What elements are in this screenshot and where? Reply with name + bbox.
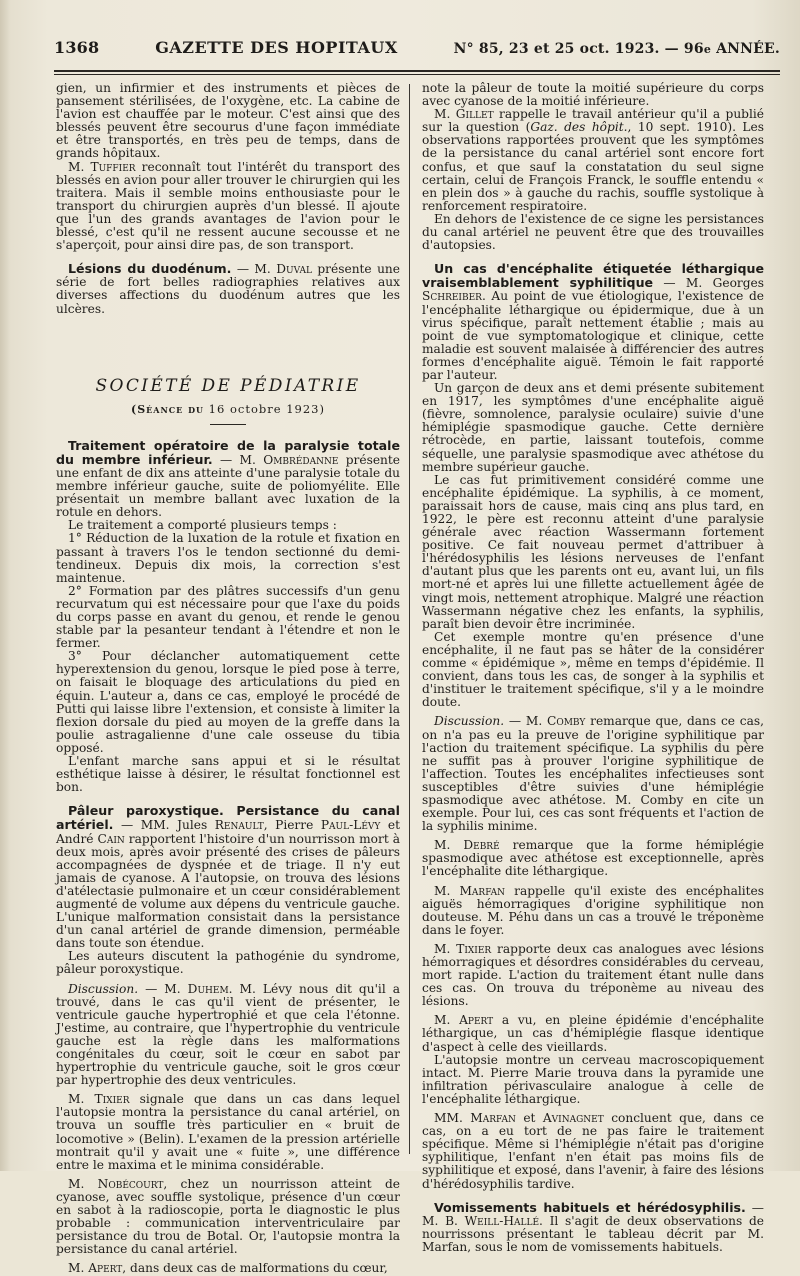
paragraph: M. Tuffier reconnaît tout l'intérêt du transport des blessés en avion pour aller trouver le chirurgien qui les traitera. Mais il semble moins enthousiaste pour le transport du chirurgien auprès d'un blessé. Il ajoute que l'un des grands avantages de l'avion pour le blessé, c'est qu'il ne ressent aucune secousse et ne s'aperçoit, pour ainsi dire pas, de son transport.: [56, 159, 400, 253]
journal-title: GAZETTE DES HOPITAUX: [155, 38, 398, 57]
discussion-paragraph: Discussion. — M. Comby remarque que, dans ce cas, on n'a pas eu la preuve de l'origine syphilitique par l'action du traitement spécifique. La syphilis du père ne suffit pas à prouver l'origine syphilitique de l'affection. Toutes les encéphalites infectieuses sont susceptibles d'être suivies d'une hémiplégie spasmodique avec athétose. M. Comby en cite un exemple. Pour lui, ces cas sont fréquents et l'action de la syphilis minime.: [422, 714, 764, 834]
page-edge-shadow: [0, 0, 10, 1171]
paragraph: 3° Pour déclancher automatiquement cette hyperextension du genou, lorsque le pied pose à terre, on faisait le bloquage des articulations du pied en équin. L'auteur a, dans ce cas, employé le procédé de Putti qui laisse libre l'extension, et consiste à limiter la flexion dorsale du pied au moyen de la greffe dans la poulie astragalienne d'une cale osseuse du tibia opposé.: [56, 649, 400, 755]
paragraph: M. Nobécourt, chez un nourrisson atteint de cyanose, avec souffle systolique, présence d'un cœur en sabot à la radioscopie, porta le diagnostic le plus probable : communication interventriculaire par persistance du trou de Botal. Or, l'autopsie montra la persistance du canal artériel.: [56, 1176, 400, 1257]
paragraph: M. Marfan rappelle qu'il existe des encéphalites aiguës hémorragiques d'origine syphilitique non douteuse. M. Péhu dans un cas a trouvé le tréponème dans le foyer.: [422, 883, 764, 937]
paragraph: Un garçon de deux ans et demi présente subitement en 1917, les symptômes d'une encéphalite aiguë (fièvre, somnolence, paralysie oculaire) suivie d'une hémiplégie spasmodique gauche. Cette dernière rétrocède, en partie, laissant toutefois, comme séquelle, une paralysie spasmodique avec athétose du membre supérieur gauche.: [422, 381, 764, 474]
session-date: (Séance du 16 octobre 1923): [131, 401, 325, 416]
paragraph: Le cas fut primitivement considéré comme une encéphalite épidémique. La syphilis, à ce moment, paraissait hors de cause, mais cinq ans plus tard, en 1922, le père est reconnu atteint d'une paralysie générale avec réaction Wassermann fortement positive. Ce fait nouveau permet d'attribuer à l'hérédosyphilis les lésions nerveuses de l'enfant d'autant plus que les parents ont eu, avant lui, un fils mort-né et après lui une fillette actuellement âgée de vingt mois, nettement atrophique. Malgré une réaction Wassermann négative chez les enfants, la syphilis, paraît bien devoir être incriminée.: [422, 472, 764, 631]
paragraph: gien, un infirmier et des instruments et pièces de pansement stérilisées, de l'oxygène, etc. La cabine de l'avion est chauffée par le moteur. C'est ainsi que des blessés peuvent être secourus d'une façon immédiate et être transportés, en très peu de temps, dans de grands hôpitaux.: [56, 81, 400, 161]
article-lesions-duodenum: Lésions du duodénum. — M. Duval présente une série de fort belles radiographies relatives aux diverses affections du duodénum autres que les ulcères.: [56, 261, 400, 316]
paragraph: Cet exemple montre qu'en présence d'une encéphalite, il ne faut pas se hâter de la considérer comme « épidémique », même en temps d'épidémie. Il convient, dans tous les cas, de songer à la syphilis et d'instituer le traitement spécifique, s'il y a le moindre doute.: [422, 629, 764, 710]
paragraph: note la pâleur de toute la moitié supérieure du corps avec cyanose de la moitié inférieure.: [422, 81, 764, 109]
issue-info: N° 85, 23 et 25 oct. 1923. — 96e ANNÉE.: [453, 41, 780, 57]
paragraph: M. Gillet rappelle le travail antérieur qu'il a publié sur la question (Gaz. des hôpit., 10 sept. 1910). Les observations rapportées prouvent que les symptômes de la persistance du canal artériel sont encore fort confus, et que sauf la constatation du seul signe certain, celui de François Franck, le souffle entendu « en plein dos » à gauche du rachis, souffle systolique à renforcement respiratoire.: [422, 107, 764, 213]
article-paralysie: Traitement opératoire de la paralysie totale du membre inférieur. — M. Ombrédanne présente une enfant de dix ans atteinte d'une paralysie totale du membre inférieur gauche, suite de poliomyélite. Elle présentait un membre ballant avec luxation de la rotule en dehors.: [56, 437, 401, 520]
paragraph: Le traitement a comporté plusieurs temps :: [68, 518, 337, 533]
right-column: [422, 82, 764, 1254]
paragraph: M. Tixier signale que dans un cas dans lequel l'autopsie montra la persistance du canal artériel, on trouva un souffle très particulier en « bruit de locomotive » (Belin). L'examen de la pression artérielle montrait qu'il y avait une « fuite », une différence entre le maxima et le minima considérable.: [56, 1092, 400, 1172]
header-rule-thick: [54, 70, 780, 72]
paragraph: L'autopsie montre un cerveau macroscopiquement intact. M. Pierre Marie trouva dans la pyramide une infiltration périvasculaire analogue à celle de l'encéphalite léthargique.: [422, 1052, 764, 1106]
column-divider: [409, 84, 410, 1154]
paragraph: M. Apert a vu, en pleine épidémie d'encéphalite léthargique, un cas d'hémiplégie flasque identique d'aspect à celle des vieillards.: [422, 1013, 764, 1054]
paragraph: En dehors de l'existence de ce signe les persistances du canal artériel ne peuvent être que des trouvailles d'autopsies.: [422, 211, 764, 253]
page-number: 1368: [54, 38, 100, 57]
paragraph: M. Debré remarque que la forme hémiplégie spasmodique avec athétose est exceptionnelle, après l'encéphalite dite léthargique.: [422, 838, 765, 879]
page-header: [54, 38, 780, 66]
paragraph: 2° Formation par des plâtres successifs d'un genu recurvatum qui est nécessaire pour que l'axe du poids du corps passe en avant du genou, et rende le genou stable par la pesanteur tendant à l'étendre et non le fermer.: [56, 583, 400, 651]
paragraph: M. Apert, dans deux cas de malformations du cœur,: [68, 1261, 388, 1276]
paragraph: L'enfant marche sans appui et si le résultat esthétique laisse à désirer, le résultat fonctionnel est bon.: [56, 754, 400, 795]
left-column: [56, 82, 400, 1276]
article-vomissements: Vomissements habituels et hérédosyphilis. — M. B. Weill-Hallé. Il s'agit de deux observations de nourrissons présentant le tableau décrit par M. Marfan, sous le nom de vomissements habituels.: [422, 1199, 764, 1254]
article-paleur: Pâleur paroxystique. Persistance du canal artériel. — MM. Jules Renault, Pierre Paul-Lévy et André Cain rapportent l'histoire d'un nourrisson mort à deux mois, après avoir présenté des crises de pâleurs accompagnées de dyspnée et de triage. Il n'y eut jamais de cyanose. A l'autopsie, on trouva des lésions d'atélectasie pulmonaire et un cœur considérablement augmenté de volume aux dépens du ventricule gauche. L'unique malformation consistait dans la persistance d'un canal artériel de grande dimension, perméable dans toute son étendue.: [56, 803, 400, 951]
section-heading: SOCIÉTÉ DE PÉDIATRIE: [95, 375, 361, 396]
paragraph: Les auteurs discutent la pathogénie du syndrome, pâleur poroxystique.: [56, 949, 400, 977]
discussion-paragraph: Discussion. — M. Duhem. M. Lévy nous dit qu'il a trouvé, dans le cas qu'il vient de présenter, le ventricule gauche hypertrophié et que cela l'étonne. J'estime, au contraire, que l'hypertrophie du ventricule gauche est la règle dans les malformations congénitales du cœur, soit le cœur en sabot par hypertrophie du ventricule gauche, soit le gros cœur par hypertrophie des deux ventricules.: [56, 981, 401, 1088]
article-encephalite: Un cas d'encéphalite étiquetée léthargique vraisemblablement syphilitique — M. Georges Schreiber. Au point de vue étiologique, l'existence de l'encéphalite léthargique ou épidermique, due à un virus spécifique, paraît nettement établie ; mais au point de vue symptomatologique et clinique, cette maladie est souvent malaisée à différencier des autres formes d'encéphalite aiguë. Témoin le fait rapporté par l'auteur.: [422, 261, 764, 382]
short-divider: [210, 424, 246, 425]
paragraph: M. Tixier rapporte deux cas analogues avec lésions hémorragiques et désordres considérables du cerveau, mort rapide. L'action du traitement étant nulle dans ces cas. On trouva du tréponème au niveau des lésions.: [422, 941, 764, 1009]
paragraph: 1° Réduction de la luxation de la rotule et fixation en passant à travers l'os le tendon sectionné du demi-tendineux. Depuis dix mois, la correction s'est maintenue.: [56, 531, 400, 585]
paragraph: MM. Marfan et Avinagnet concluent que, dans ce cas, on a eu tort de ne pas faire le traitement spécifique. Même si l'hémiplégie n'était pas d'origine syphilitique, l'enfant n'en était pas moins fils de syphilitique et exposé, dans l'avenir, à faire des lésions d'hérédosyphilis tardive.: [422, 1111, 764, 1191]
header-rule-thin: [54, 74, 780, 75]
